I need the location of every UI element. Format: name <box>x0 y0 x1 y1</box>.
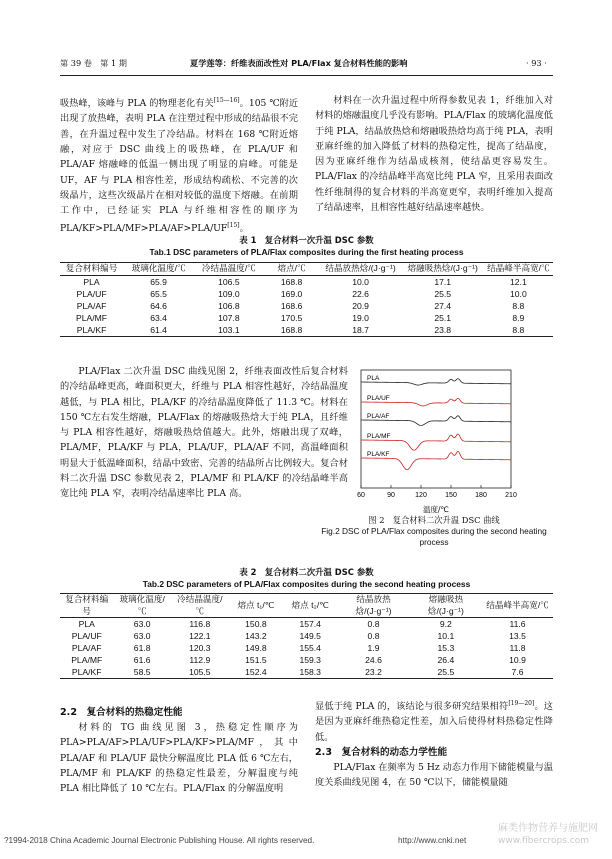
table1-row-cell: 109.0 <box>218 288 240 299</box>
table2-row-cell: 149.5 <box>299 631 321 641</box>
table1-row-cell: 106.5 <box>218 276 240 287</box>
table2-row-cell: 58.5 <box>133 667 151 677</box>
table1-row <box>60 312 553 324</box>
figure2-caption-en: Fig.2 DSC of PLA/Flax composites during the second heating process <box>321 526 547 547</box>
table1-row-cell: 103.1 <box>218 324 240 335</box>
table2-row-cell: 152.4 <box>245 667 267 677</box>
table2-row-cell: 25.5 <box>437 667 455 677</box>
table2-row <box>60 618 553 631</box>
table2-row <box>60 654 553 666</box>
figure2-frame <box>361 370 511 488</box>
left-top-text: 吸热峰，该峰与 PLA 的物理老化有关[15—16]。105 ℃附近出现了放热峰，表明 PLA 在注塑过程中形成的结晶很不完善，在升温过程中发生了冷结晶。材料在 168 ℃附近熔融，对应于 DSC 曲线上的吸热峰，在 PLA/UF 和 PLA/AF 熔融峰的低温一侧出现了明显的肩峰。可能是 UF，AF 与 PLA 相容性差，形成结构疏松、不完善的次级晶片，这些次级晶片在相对较低的温度下熔融。在前期工作中，已经证实 PLA 与纤维相容性的顺序为 PLA/KF>PLA/MF>PLA/AF>PLA/UF[15]。 <box>60 97 299 235</box>
table1-row-cell: 25.5 <box>434 288 452 299</box>
table2-row-cell: 26.4 <box>437 655 455 665</box>
figure2-tick-label: 120 <box>415 492 427 499</box>
table1-row-cell: 25.1 <box>434 312 452 323</box>
table1-row-cell: 8.8 <box>512 324 525 335</box>
table1-row-cell: 168.8 <box>280 324 303 335</box>
table2-row-cell: 24.6 <box>365 655 382 665</box>
table1-row-cell: PLA/UF <box>76 288 107 299</box>
table1-caption-en: Tab.1 DSC parameters of PLA/Flax composites during the first heating process <box>149 247 464 257</box>
figure2-curve-label: PLA <box>367 375 380 382</box>
table2-row-cell: 15.3 <box>437 643 455 653</box>
table1-row-cell: PLA/KF <box>76 324 107 335</box>
table1-row-cell: 8.9 <box>512 312 525 323</box>
right-top-text: 材料在一次升温过程中所得参数见表 1，纤维加入对材料的熔融温度几乎没有影响。PLA/Flax 的玻璃化温度低于纯 PLA，结晶放热焓和熔融吸热焓均高于纯 PLA，表明亚麻纤维的加入降低了材料的热稳定性，提高了结晶度，因为亚麻纤维作为结晶成核剂，使结晶更容易发生。PLA/Flax 的冷结晶峰半高宽比纯 PLA 窄，且采用表面改性纤维制得的复合材料的半高宽更窄，表明纤维加入提高了结晶速率，且相容性越好结晶速率越快。 <box>315 95 553 214</box>
table1-row-cell: 17.1 <box>434 276 452 287</box>
table2-row-cell: 105.5 <box>189 667 211 677</box>
table2-row-cell: 11.6 <box>509 619 526 629</box>
table1-header: 玻璃化温度/℃ <box>123 263 194 276</box>
section-2-3-heading: 2.3 复合材料的动态力学性能 <box>315 747 448 758</box>
table1-row-cell: 61.4 <box>150 324 167 335</box>
table2 <box>60 593 553 679</box>
table2-header: 熔融吸热焓/(J·g⁻¹) <box>410 594 482 618</box>
table1-row-cell: 19.0 <box>352 312 369 323</box>
figure2-tick-label: 150 <box>445 492 457 499</box>
figure2-curve-label: PLA/MF <box>367 433 391 440</box>
table1-row-cell: 168.8 <box>280 276 303 287</box>
table2-row-cell: 61.8 <box>133 643 151 653</box>
table1-row-cell: 8.8 <box>512 300 525 311</box>
section-2-3-text: PLA/Flax 在频率为 5 Hz 动态力作用下储能模量与温度关系曲线见图 4，在 50 ℃以下，储能模量随 <box>315 762 553 789</box>
table1-caption-cn: 表 1 复合材料一次升温 DSC 参数 <box>239 235 374 245</box>
table1-row <box>60 288 553 300</box>
table2-row <box>60 666 553 679</box>
table1-row-cell: 169.0 <box>280 288 303 299</box>
table1-header: 复合材料编号 <box>60 263 123 276</box>
table1-caption <box>60 234 553 258</box>
table1-header: 熔点/℃ <box>264 263 320 276</box>
figure2-tick-label: 180 <box>475 492 487 499</box>
table2-row-cell: 7.6 <box>511 667 524 677</box>
table2-row-cell: 159.3 <box>299 655 321 665</box>
table1-row-cell: 64.6 <box>150 300 167 311</box>
figure2-curve <box>361 379 511 385</box>
figure2-xlabel: 温度/℃ <box>423 505 449 514</box>
table1-row-cell: 20.9 <box>352 300 369 311</box>
figure2-curve-label: PLA/UF <box>367 395 390 402</box>
table2-caption-cn: 表 2 复合材料二次升温 DSC 参数 <box>239 567 374 577</box>
table1-row <box>60 275 553 288</box>
right-bottom-text: 显低于纯 PLA 的，该结论与很多研究结果相符[19—20]。这是因为亚麻纤维热稳定性差，加入后使得材料热稳定性降低。 <box>315 700 553 743</box>
table1-row-cell: 18.7 <box>352 324 369 335</box>
table2-row-cell: PLA <box>78 619 95 629</box>
table2-row-cell: 155.4 <box>299 643 321 653</box>
table1-row <box>60 324 553 337</box>
table1-row-cell: 10.0 <box>352 276 369 287</box>
figure2-tick-label: 90 <box>387 492 395 499</box>
table1-row-cell: 63.4 <box>150 312 167 323</box>
table1-row-cell: 10.0 <box>510 288 527 299</box>
copyright-footer: ?1994-2018 China Academic Journal Electronic Publishing House. All rights reserved. <box>4 836 315 845</box>
page-number: · 93 · <box>526 58 547 68</box>
table2-row-cell: 13.5 <box>509 631 526 641</box>
table2-header: 熔点 t₁/℃ <box>229 594 283 618</box>
table2-row-cell: 63.0 <box>133 631 151 641</box>
table2-row-cell: PLA/MF <box>71 655 103 665</box>
table2-row <box>60 642 553 654</box>
table2-row-cell: 10.9 <box>509 655 526 665</box>
table1-row-cell: 23.8 <box>434 324 452 335</box>
figure2-curve-label: PLA/KF <box>367 451 390 458</box>
section-2-2-text: 材料的 TG 曲线见图 3，热稳定性顺序为 PLA>PLA/AF>PLA/UF>PLA/KF>PLA/MF，其中 PLA/AF 和 PLA/UF 最快分解温度比 PLA 低 6 ℃左右，PLA/MF 和 PLA/KF 的热稳定性最差，分解温度与纯 PLA 相比降低了 10 ℃左右。PLA/Flax 的分解温度明 <box>60 722 298 795</box>
table2-row-cell: 1.9 <box>367 643 380 653</box>
table1-row-cell: 12.1 <box>510 276 527 287</box>
figure2-tick-label: 60 <box>357 492 365 499</box>
cnki-footer: http://www.cnki.net <box>398 836 467 845</box>
table2-row-cell: 61.6 <box>133 655 151 665</box>
watermark-line1: 麻类作物营养与施肥网 <box>498 823 598 834</box>
table2-row-cell: 116.8 <box>189 619 211 629</box>
table1-row-cell: PLA/AF <box>76 300 107 311</box>
table1 <box>60 262 553 337</box>
table2-header: 结晶峰半高宽/℃ <box>482 594 553 618</box>
table2-row-cell: 149.8 <box>245 643 267 653</box>
left-mid-text: PLA/Flax 二次升温 DSC 曲线见图 2，纤维表面改性后复合材料的冷结晶峰更高，峰面积更大，纤维与 PLA 相容性越好，冷结晶温度越低，与 PLA 相比，PLA/KF 的冷结晶温度降低了 11.3 ℃。材料在 150 ℃左右发生熔融，PLA/Flax 的熔融吸热焓大于纯 PLA，且纤维与 PLA 相容性越好，熔融吸热焓值越大。此外，熔融出现了双峰，PLA/MF，PLA/KF 与 PLA，PLA/UF，PLA/AF 不同，高温峰面积明显大于低温峰面积，结晶中致密、完善的结晶所占比例较大。复合材料二次升温 DSC 参数见表 2，PLA/MF 和 PLA/KF 的冷结晶峰半高宽比纯 PLA 窄，表明冷结晶速率比 PLA 高。 <box>60 366 348 500</box>
figure2-caption <box>312 515 556 548</box>
table2-row-cell: 10.1 <box>437 631 455 641</box>
table2-row-cell: 151.5 <box>245 655 267 665</box>
figure2-caption-cn: 图 2 复合材料二次升温 DSC 曲线 <box>368 515 500 525</box>
table1-row-cell: 27.4 <box>434 300 452 311</box>
table1-row-cell: 22.6 <box>352 288 369 299</box>
table2-row-cell: 158.3 <box>299 667 321 677</box>
table2-row-cell: 112.9 <box>189 655 211 665</box>
table2-header: 复合材料编号 <box>60 594 113 618</box>
table1-row-cell: 65.5 <box>150 288 167 299</box>
table2-caption-en: Tab.2 DSC parameters of PLA/Flax composites during the second heating process <box>142 579 471 589</box>
header-rule <box>60 75 553 76</box>
table2-header: 冷结晶温度/℃ <box>171 594 229 618</box>
table2-row <box>60 630 553 642</box>
table2-row-cell: 150.8 <box>245 619 267 629</box>
table1-row-cell: 170.5 <box>280 312 303 323</box>
table2-row-cell: 120.3 <box>189 643 211 653</box>
table1-header: 熔融吸热焓/(J·g⁻¹) <box>402 263 484 276</box>
table1-header: 结晶峰半高宽/℃ <box>484 263 553 276</box>
table1-header-row <box>60 263 553 276</box>
table2-row-cell: 0.8 <box>367 619 380 629</box>
table1-row-cell: PLA/MF <box>76 312 108 323</box>
watermark <box>498 822 608 848</box>
table1-row-cell: 107.8 <box>218 312 240 323</box>
table1-row-cell: PLA <box>83 276 100 287</box>
table1-row <box>60 300 553 312</box>
table2-header: 玻璃化温度/℃ <box>113 594 170 618</box>
table1-header: 结晶放热焓/(J·g⁻¹) <box>320 263 402 276</box>
section-2-2-heading: 2.2 复合材料的热稳定性能 <box>60 707 183 718</box>
table2-row-cell: PLA/AF <box>71 643 102 653</box>
table2-header: 熔点 t₂/℃ <box>283 594 337 618</box>
figure2-curve-label: PLA/AF <box>367 413 390 420</box>
table2-row-cell: 0.8 <box>367 631 380 641</box>
table2-row-cell: PLA/UF <box>71 631 102 641</box>
table2-row-cell: 122.1 <box>189 631 211 641</box>
table1-row-cell: 65.9 <box>150 276 167 287</box>
watermark-line2: www.fibercrops.com <box>498 836 589 846</box>
table1-row-cell: 168.6 <box>280 300 303 311</box>
table2-header: 结晶放热焓/(J·g⁻¹) <box>337 594 409 618</box>
table2-row-cell: 11.8 <box>509 643 526 653</box>
table2-row-cell: 23.2 <box>365 667 382 677</box>
figure2-dsc-chart <box>355 366 555 516</box>
table2-row-cell: 143.2 <box>245 631 267 641</box>
table2-header-row <box>60 594 553 618</box>
running-title: 夏学莲等：纤维表面改性对 PLA/Flax 复合材料性能的影响 <box>190 58 408 68</box>
table2-caption <box>60 566 553 590</box>
table2-row-cell: PLA/KF <box>71 667 102 677</box>
table1-row-cell: 106.8 <box>218 300 240 311</box>
table2-row-cell: 63.0 <box>133 619 151 629</box>
figure2-tick-label: 210 <box>505 492 517 499</box>
table1-header: 冷结晶温度/℃ <box>194 263 264 276</box>
table2-row-cell: 157.4 <box>299 619 321 629</box>
table2-row-cell: 9.2 <box>439 619 452 629</box>
journal-volume: 第 39 卷 第 1 期 <box>60 58 127 68</box>
